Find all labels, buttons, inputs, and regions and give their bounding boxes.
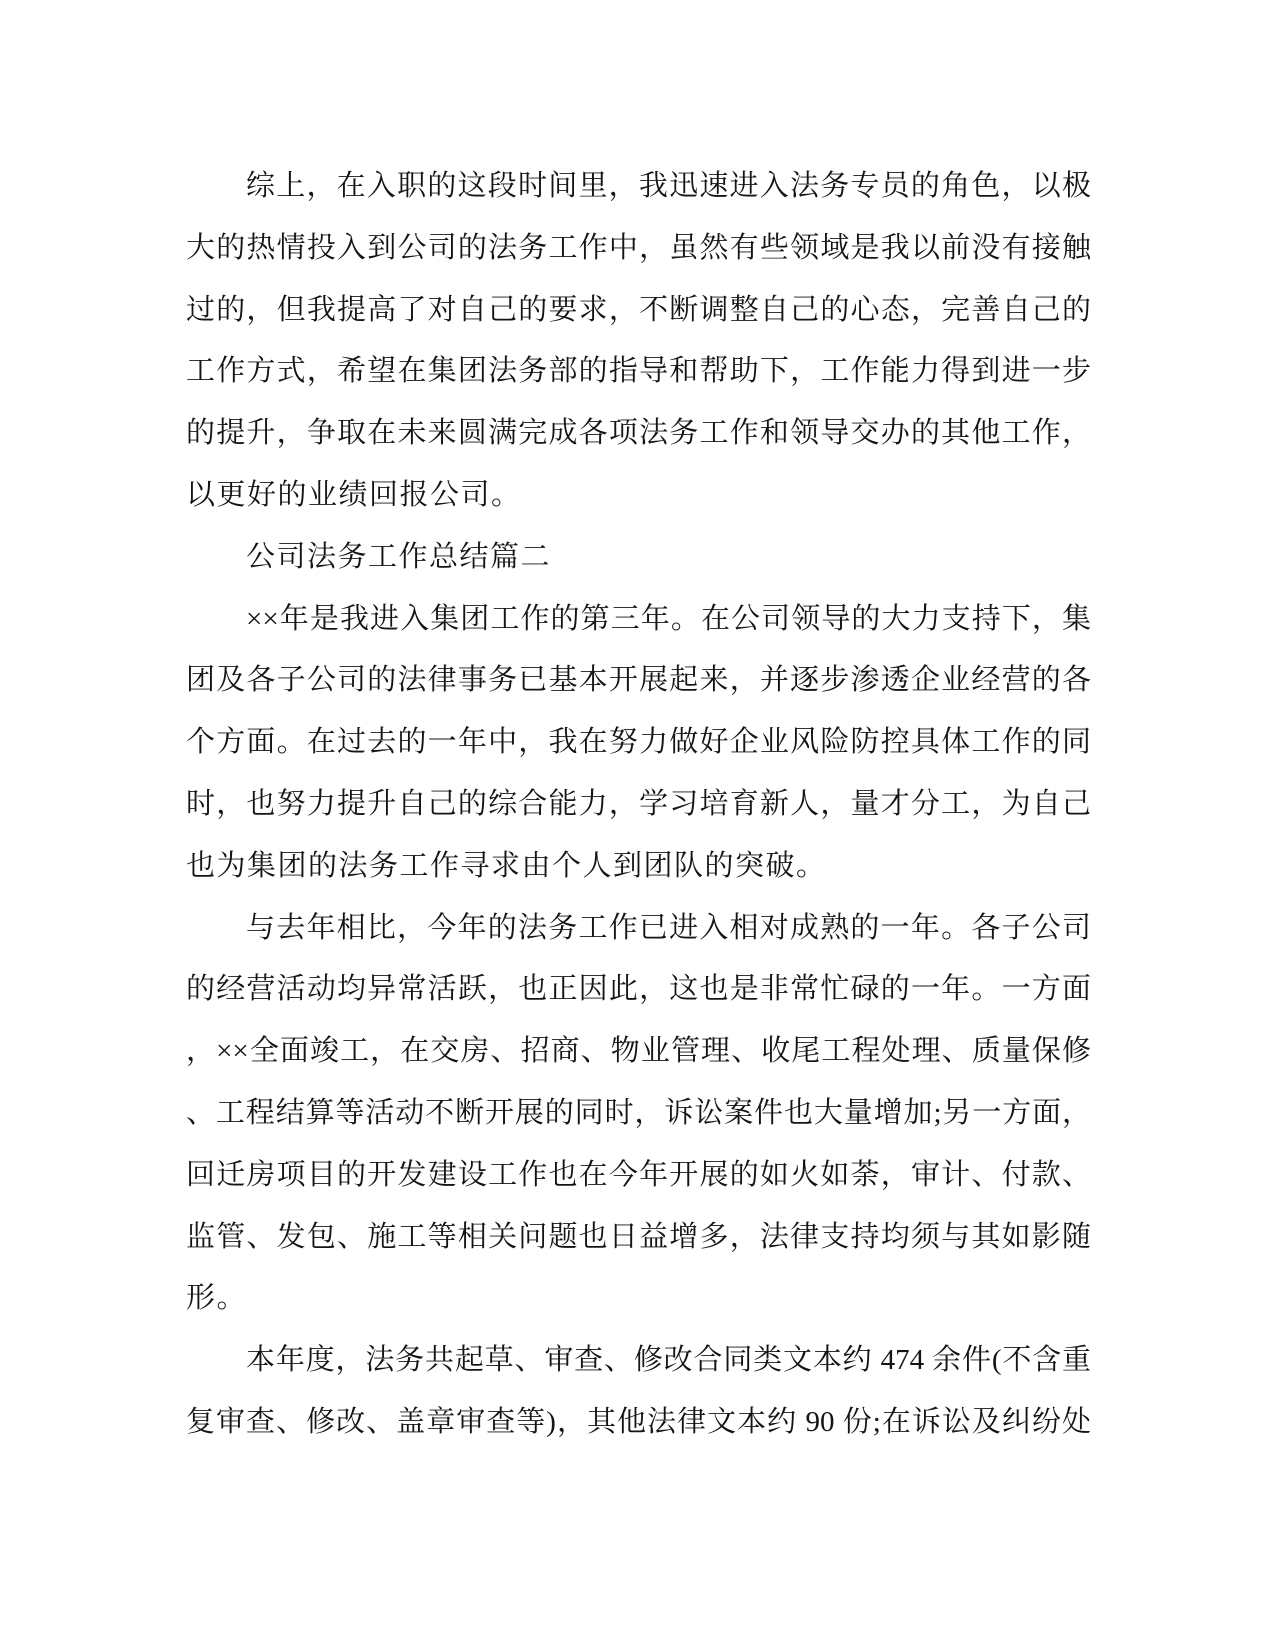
document-text-block — [186, 156, 1091, 1454]
text-line: 时，也努力提升自己的综合能力，学习培育新人，量才分工，为自己 — [186, 787, 1091, 820]
text-line: 也为集团的法务工作寻求由个人到团队的突破。 — [186, 849, 827, 882]
text-line: 本年度，法务共起草、审查、修改合同类文本约 474 余件(不含重 — [246, 1344, 1091, 1377]
text-line: 团及各子公司的法律事务已基本开展起来，并逐步渗透企业经营的各 — [186, 664, 1091, 697]
text-line: ，××全面竣工，在交房、招商、物业管理、收尾工程处理、质量保修 — [186, 1035, 1091, 1068]
text-line: 监管、发包、施工等相关问题也日益增多，法律支持均须与其如影随 — [186, 1220, 1091, 1253]
text-line: 过的，但我提高了对自己的要求，不断调整自己的心态，完善自己的 — [186, 293, 1091, 326]
text-line: 形。 — [186, 1282, 248, 1315]
text-line: 以更好的业绩回报公司。 — [186, 478, 522, 511]
text-line: 的经营活动均异常活跃，也正因此，这也是非常忙碌的一年。一方面 — [186, 973, 1091, 1006]
text-line: 复审查、修改、盖章审查等)，其他法律文本约 90 份;在诉讼及纠纷处 — [186, 1405, 1091, 1438]
text-line: 大的热情投入到公司的法务工作中，虽然有些领域是我以前没有接触 — [186, 231, 1091, 264]
text-line: 工作方式，希望在集团法务部的指导和帮助下，工作能力得到进一步 — [186, 355, 1091, 388]
text-line: 个方面。在过去的一年中，我在努力做好企业风险防控具体工作的同 — [186, 726, 1091, 759]
text-line: 、工程结算等活动不断开展的同时，诉讼案件也大量增加;另一方面， — [186, 1096, 1091, 1129]
text-line: 的提升，争取在未来圆满完成各项法务工作和领导交办的其他工作， — [186, 417, 1091, 450]
text-line: 综上，在入职的这段时间里，我迅速进入法务专员的角色，以极 — [246, 170, 1091, 202]
section-heading-line: 公司法务工作总结篇二 — [246, 540, 552, 573]
text-line: 回迁房项目的开发建设工作也在今年开展的如火如荼，审计、付款、 — [186, 1158, 1091, 1191]
text-line: 与去年相比，今年的法务工作已进入相对成熟的一年。各子公司 — [246, 911, 1091, 944]
text-line: ××年是我进入集团工作的第三年。在公司领导的大力支持下，集 — [246, 602, 1091, 635]
